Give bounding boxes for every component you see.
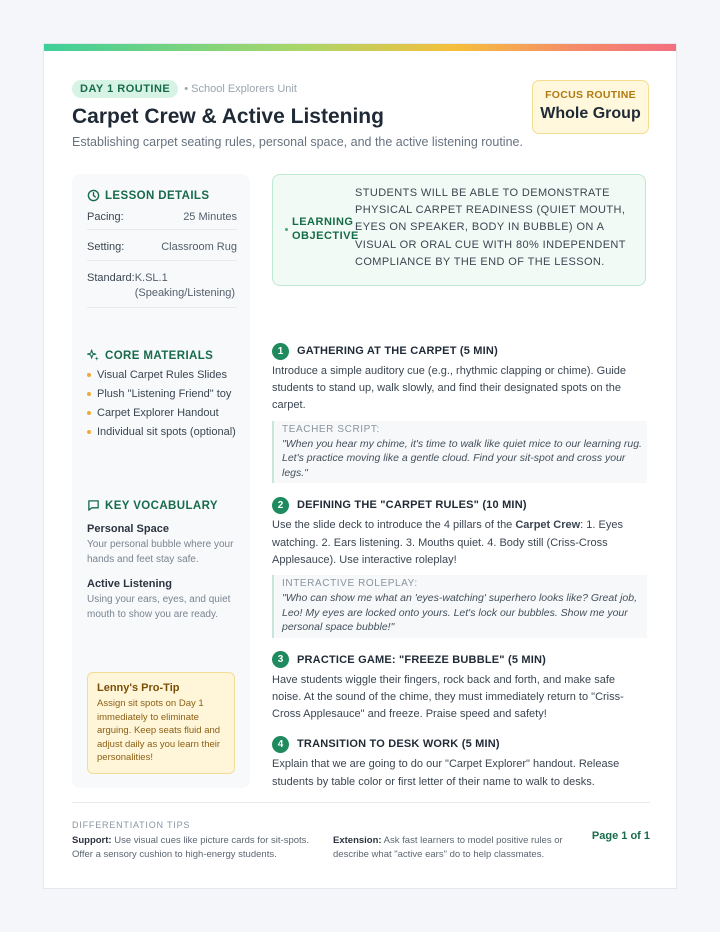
step-title: PRACTICE GAME: "FREEZE BUBBLE" (5 MIN) bbox=[297, 653, 547, 666]
detail-row-setting: Setting: Classroom Rug bbox=[87, 230, 237, 261]
chat-bubble-icon bbox=[87, 499, 100, 512]
page-subtitle: Establishing carpet seating rules, personal space, and the active listening routine. bbox=[72, 135, 523, 149]
script-text: "Who can show me what an 'eyes-watching' superhero looks like? Great job, Leo! My eyes are locked onto yours. Let's lock our bubbles. Show me your personal space bubble!" bbox=[282, 592, 637, 634]
step-body: Introduce a simple auditory cue (e.g., rhythmic clapping or chime). Guide students to stand up, walk slowly, and find their designated spots on the carpet. bbox=[272, 365, 626, 412]
clock-icon bbox=[87, 189, 100, 202]
bullet-icon bbox=[285, 228, 288, 231]
pro-tip-box bbox=[87, 672, 235, 774]
script-label: INTERACTIVE ROLEPLAY: bbox=[282, 578, 418, 589]
page-header bbox=[72, 79, 523, 149]
step-3 bbox=[272, 651, 647, 724]
step-number-badge: 3 bbox=[272, 651, 289, 668]
step-4 bbox=[272, 735, 647, 790]
teacher-script bbox=[272, 421, 647, 484]
step-number-badge: 4 bbox=[272, 736, 289, 753]
core-materials-title: CORE MATERIALS bbox=[87, 349, 247, 362]
objective-label: LEARNING OBJECTIVE bbox=[285, 215, 359, 243]
vocab-term: Personal Space bbox=[87, 523, 169, 535]
list-item: Individual sit spots (optional) bbox=[87, 426, 247, 438]
core-materials bbox=[87, 349, 247, 438]
support-tip: Support: Use visual cues like picture cards for sit-spots. Offer a sensory cushion to high-energy students. bbox=[72, 835, 310, 860]
footer bbox=[72, 802, 650, 862]
focus-label: FOCUS ROUTINE bbox=[545, 89, 636, 101]
vocab-definition: Using your ears, eyes, and quiet mouth to show you are ready. bbox=[87, 594, 231, 620]
extension-tip: Extension: Ask fast learners to model positive rules or describe what "active ears" do to help classmates. bbox=[333, 835, 563, 860]
step-title: TRANSITION TO DESK WORK (5 MIN) bbox=[297, 738, 500, 751]
lesson-details bbox=[87, 189, 237, 308]
detail-row-standard: Standard: K.SL.1 (Speaking/Listening) bbox=[87, 261, 237, 308]
pro-tip-text: Assign sit spots on Day 1 immediately to eliminate arguing. Keep seats fluid and adjust daily as you learn their personalities! bbox=[97, 698, 221, 763]
day-tag: DAY 1 ROUTINE bbox=[72, 80, 178, 98]
vocab-definition: Your personal bubble where your hands and feet stay safe. bbox=[87, 539, 234, 565]
differentiation-label: DIFFERENTIATION TIPS bbox=[72, 820, 191, 830]
unit-label: • School Explorers Unit bbox=[184, 83, 297, 95]
focus-routine-box bbox=[532, 80, 649, 134]
step-1 bbox=[272, 342, 647, 483]
step-number-badge: 2 bbox=[272, 497, 289, 514]
key-vocabulary bbox=[87, 499, 242, 622]
lesson-details-title: LESSON DETAILS bbox=[87, 189, 237, 202]
script-text: "When you hear my chime, it's time to walk like quiet mice to our learning rug. Let's practice moving like a gentle cloud. Find your sit-spot and cross your legs." bbox=[282, 437, 642, 479]
list-item: Carpet Explorer Handout bbox=[87, 407, 247, 419]
list-item: Visual Carpet Rules Slides bbox=[87, 369, 247, 381]
tag-row bbox=[72, 79, 512, 99]
step-body: Use the slide deck to introduce the 4 pillars of the Carpet Crew: 1. Eyes watching. 2. Ears listening. 3. Mouths quiet. 4. Body still (Criss-Cross Applesauce). Use interactive roleplay! bbox=[272, 519, 623, 566]
lesson-steps bbox=[272, 342, 647, 791]
page-title: Carpet Crew & Active Listening bbox=[72, 105, 384, 128]
sidebar bbox=[72, 174, 250, 788]
key-vocabulary-title: KEY VOCABULARY bbox=[87, 499, 242, 512]
script-label: TEACHER SCRIPT: bbox=[282, 423, 380, 435]
details-list bbox=[87, 206, 237, 308]
list-item: Plush "Listening Friend" toy bbox=[87, 388, 247, 400]
step-number-badge: 1 bbox=[272, 343, 289, 360]
vocab-term: Active Listening bbox=[87, 578, 172, 590]
objective-text: STUDENTS WILL BE ABLE TO DEMONSTRATE PHYSICAL CARPET READINESS (QUIET MOUTH, EYES ON SPEAKER, BODY IN BUBBLE) ON A VISUAL OR ORAL CUE WITH 80% INDEPENDENT COMPLIANCE BY THE END OF THE LESSON. bbox=[355, 187, 626, 268]
sparkle-icon bbox=[87, 349, 100, 362]
learning-objective-box bbox=[272, 174, 646, 286]
page-number: Page 1 of 1 bbox=[591, 830, 650, 842]
roleplay-script bbox=[272, 575, 647, 638]
materials-list bbox=[87, 369, 247, 438]
pro-tip-title: Lenny's Pro-Tip bbox=[97, 682, 180, 694]
step-body: Explain that we are going to do our "Carpet Explorer" handout. Release students by table color or first letter of their name to walk to desks. bbox=[272, 758, 620, 788]
gradient-top-bar bbox=[44, 44, 676, 51]
focus-value: Whole Group bbox=[540, 105, 641, 122]
detail-row-pacing: Pacing: 25 Minutes bbox=[87, 206, 237, 230]
step-title: GATHERING AT THE CARPET (5 MIN) bbox=[297, 345, 498, 357]
lesson-plan-page bbox=[43, 43, 677, 889]
step-title: DEFINING THE "CARPET RULES" (10 MIN) bbox=[297, 499, 527, 512]
step-2 bbox=[272, 496, 647, 637]
step-body: Have students wiggle their fingers, rock back and forth, and make safe noise. At the sound of the chime, they must immediately return to "Criss-Cross Applesauce" and freeze. Praise speed and safety! bbox=[272, 673, 624, 721]
